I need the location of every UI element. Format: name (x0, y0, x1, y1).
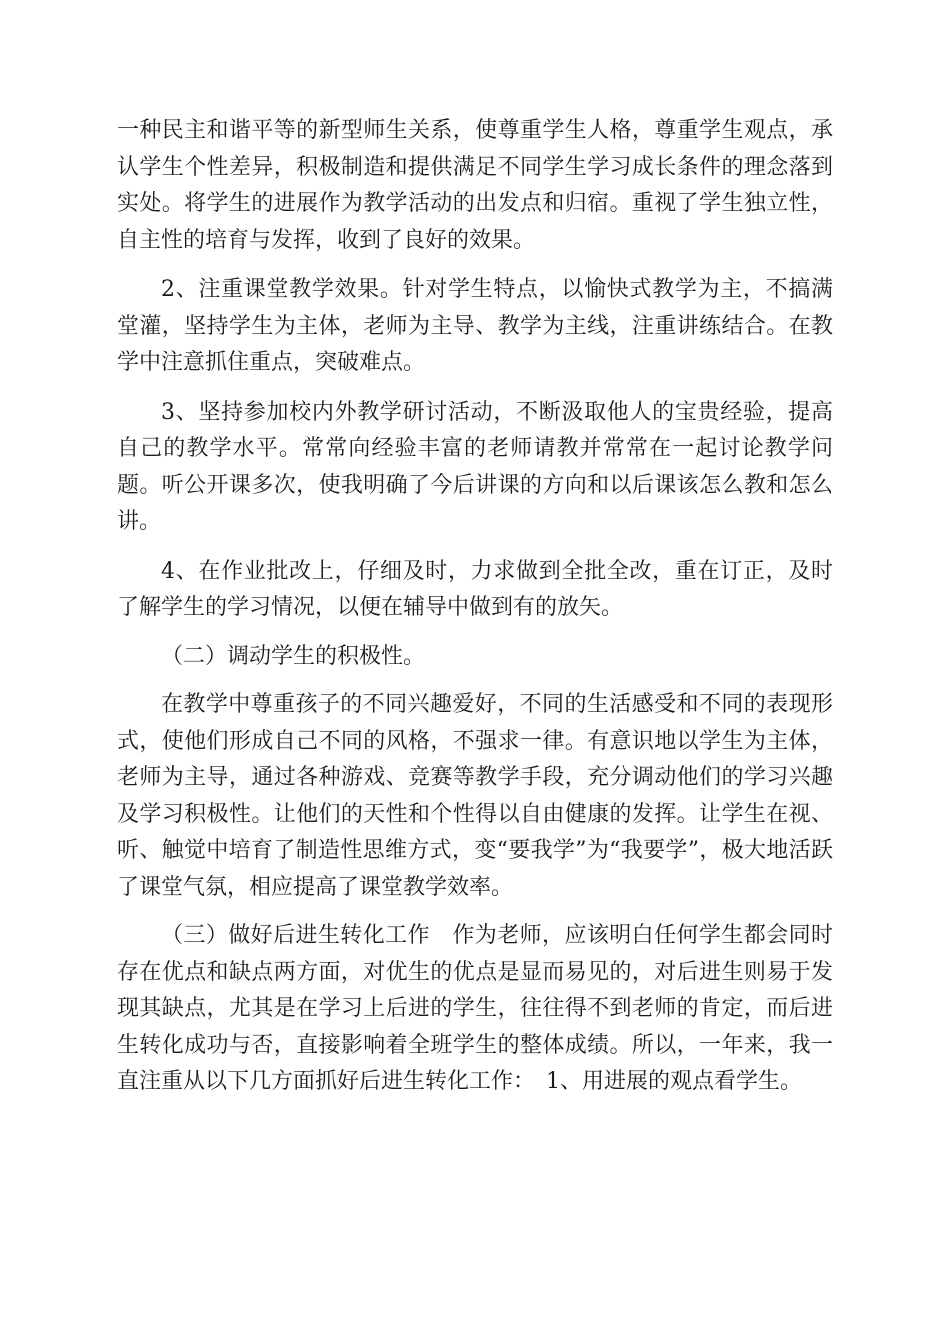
section-heading-3-paragraph: （三）做好后进生转化工作 作为老师，应该明白任何学生都会同时存在优点和缺点两方面，对优生的优点是显而易见的，对后进生则易于发现其缺点，尤其是在学习上后进的学生，往往得不到老师的肯定，而后进生转化成功与否，直接影响着全班学生的整体成绩。所以，一年来，我一直注重从以下几方面抓好后进生转化工作： 1、用进展的观点看学生。 (117, 923, 833, 1094)
paragraph-item-3: 3、坚持参加校内外教学研讨活动，不断汲取他人的宝贵经验，提高自己的教学水平。常常向经验丰富的老师请教并常常在一起讨论教学问题。听公开课多次，使我明确了今后讲课的方向和以后课该怎么教和怎么讲。 (117, 399, 833, 534)
paragraph-item-4: 4、在作业批改上，仔细及时，力求做到全批全改，重在订正，及时了解学生的学习情况，以便在辅导中做到有的放矢。 (117, 558, 833, 620)
paragraph-motivation: 在教学中尊重孩子的不同兴趣爱好，不同的生活感受和不同的表现形式，使他们形成自己不同的风格，不强求一律。有意识地以学生为主体，老师为主导，通过各种游戏、竞赛等教学手段，充分调动他们的学习兴趣及学习积极性。让他们的天性和个性得以自由健康的发挥。让学生在视、听、触觉中培育了制造性思维方式，变“要我学”为“我要学”，极大地活跃了课堂气氛，相应提高了课堂教学效率。 (117, 692, 833, 900)
paragraph-item-2: 2、注重课堂教学效果。针对学生特点，以愉快式教学为主，不搞满堂灌，坚持学生为主体，老师为主导、教学为主线，注重讲练结合。在教学中注意抓住重点，突破难点。 (117, 277, 833, 375)
paragraph-continuation: 一种民主和谐平等的新型师生关系，使尊重学生人格，尊重学生观点，承认学生个性差异，积极制造和提供满足不同学生学习成长条件的理念落到实处。将学生的进展作为教学活动的出发点和归宿。重视了学生独立性，自主性的培育与发挥，收到了良好的效果。 (117, 118, 833, 253)
document-page (117, 113, 833, 1101)
section-heading-2: （二）调动学生的积极性。 (161, 643, 426, 669)
